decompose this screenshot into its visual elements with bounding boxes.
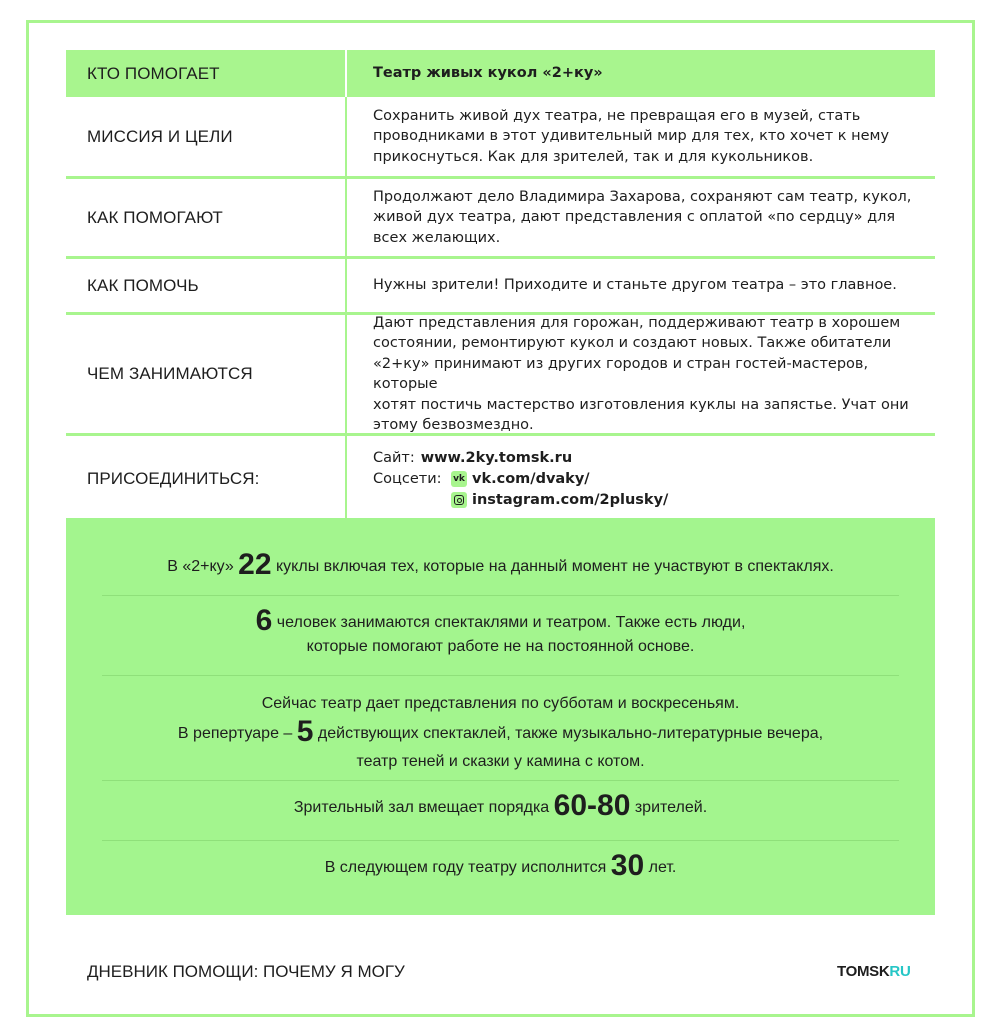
divider	[102, 675, 899, 676]
divider	[102, 780, 899, 781]
what-they-do-line: Дают представления для горожан, поддерживают театр в хорошем	[373, 314, 901, 331]
fact-anniversary	[102, 849, 899, 882]
fact-dolls	[102, 548, 899, 581]
fact-text: куклы включая тех, которые на данный момент не участвуют в спектаклях.	[276, 558, 834, 575]
header-label: КТО ПОМОГАЕТ	[66, 50, 347, 97]
how-to-help-line: Нужны зрители! Приходите и станьте другом театра – это главное.	[373, 277, 897, 294]
vk-line	[373, 469, 929, 490]
mission-line: прикоснуться. Как для зрителей, так и для кукольников.	[373, 148, 814, 165]
fact-text: Зрительный зал вмещает порядка	[293, 799, 550, 816]
mission-line: Сохранить живой дух театра, не превращая его в музей, стать	[373, 107, 861, 124]
table-row-how-help	[66, 179, 935, 259]
table-row-what-they-do	[66, 315, 935, 436]
logo-part: RU	[889, 963, 911, 980]
tomsk-ru-logo	[837, 963, 910, 980]
how-to-help-text	[347, 259, 935, 312]
vk-link[interactable]: vk.com/dvaky/	[472, 470, 590, 487]
table-row-join	[66, 436, 935, 522]
fact-number: 5	[296, 715, 314, 748]
fact-number: 22	[238, 548, 272, 581]
how-help-line: живой дух театра, дают представления с оплатой «по сердцу» для	[373, 209, 896, 226]
vk-icon: vk	[451, 471, 467, 487]
info-table	[66, 50, 935, 522]
footer-title: ДНЕВНИК ПОМОЩИ: ПОЧЕМУ Я МОГУ	[87, 962, 405, 981]
site-line	[373, 448, 929, 469]
social-label: Соцсети:	[373, 470, 442, 487]
how-help-label: КАК ПОМОГАЮТ	[66, 179, 347, 256]
fact-number: 60-80	[553, 789, 631, 822]
divider	[102, 840, 899, 841]
site-label: Сайт:	[373, 449, 415, 466]
fact-text: В «2+ку»	[167, 558, 234, 575]
table-row-mission	[66, 97, 935, 179]
fact-line	[102, 715, 899, 748]
fact-text: В следующем году театру исполнится	[324, 859, 607, 876]
header-value: Театр живых кукол «2+ку»	[373, 65, 603, 82]
fact-line	[102, 604, 899, 637]
what-they-do-label: ЧЕМ ЗАНИМАЮТСЯ	[66, 315, 347, 433]
logo-part: TOMSK	[837, 963, 890, 980]
instagram-link[interactable]: instagram.com/2plusky/	[472, 491, 669, 508]
fact-text: действующих спектаклей, также музыкально-литературные вечера,	[317, 725, 824, 742]
site-link[interactable]: www.2ky.tomsk.ru	[420, 449, 573, 466]
how-to-help-label: КАК ПОМОЧЬ	[66, 259, 347, 312]
how-help-text	[347, 179, 935, 256]
fact-hall	[102, 789, 899, 822]
instagram-line	[373, 490, 929, 511]
fact-text: лет.	[648, 859, 677, 876]
what-they-do-line: этому безвозмездно.	[373, 417, 534, 433]
fact-text: зрителей.	[634, 799, 708, 816]
what-they-do-line: состоянии, ремонтируют кукол и создают новых. Также обитатели	[373, 335, 892, 351]
how-help-line: Продолжают дело Владимира Захарова, сохраняют сам театр, кукол,	[373, 188, 912, 205]
what-they-do-text	[347, 315, 935, 433]
fact-number: 30	[610, 849, 645, 882]
what-they-do-line: «2+ку» принимают из других городов и стран гостей-мастеров, которые	[373, 355, 869, 392]
fact-people	[102, 604, 899, 659]
fact-repertoire	[102, 690, 899, 776]
table-row-how-to-help	[66, 259, 935, 315]
what-they-do-line: хотят постичь мастерство изготовления куклы на запястье. Учат они	[373, 396, 909, 413]
facts-panel	[66, 518, 935, 915]
fact-text: человек занимаются спектаклями и театром. Также есть люди,	[276, 614, 746, 631]
fact-number: 6	[255, 604, 273, 637]
mission-label: МИССИЯ И ЦЕЛИ	[66, 97, 347, 176]
join-label: ПРИСОЕДИНИТЬСЯ:	[66, 436, 347, 522]
fact-text: В репертуаре –	[177, 725, 293, 742]
mission-line: проводниками в этот удивительный мир для тех, кто хочет к нему	[373, 128, 890, 145]
fact-text: Сейчас театр дает представления по субботам и воскресеньям.	[261, 695, 740, 712]
fact-text: которые помогают работе не на постоянной основе.	[306, 638, 695, 655]
divider	[102, 595, 899, 596]
join-content	[347, 436, 935, 522]
mission-text	[347, 97, 935, 176]
how-help-line: всех желающих.	[373, 229, 501, 246]
instagram-icon	[451, 492, 467, 508]
table-header-row	[66, 50, 935, 97]
fact-text: театр теней и сказки у камина с котом.	[356, 753, 645, 770]
